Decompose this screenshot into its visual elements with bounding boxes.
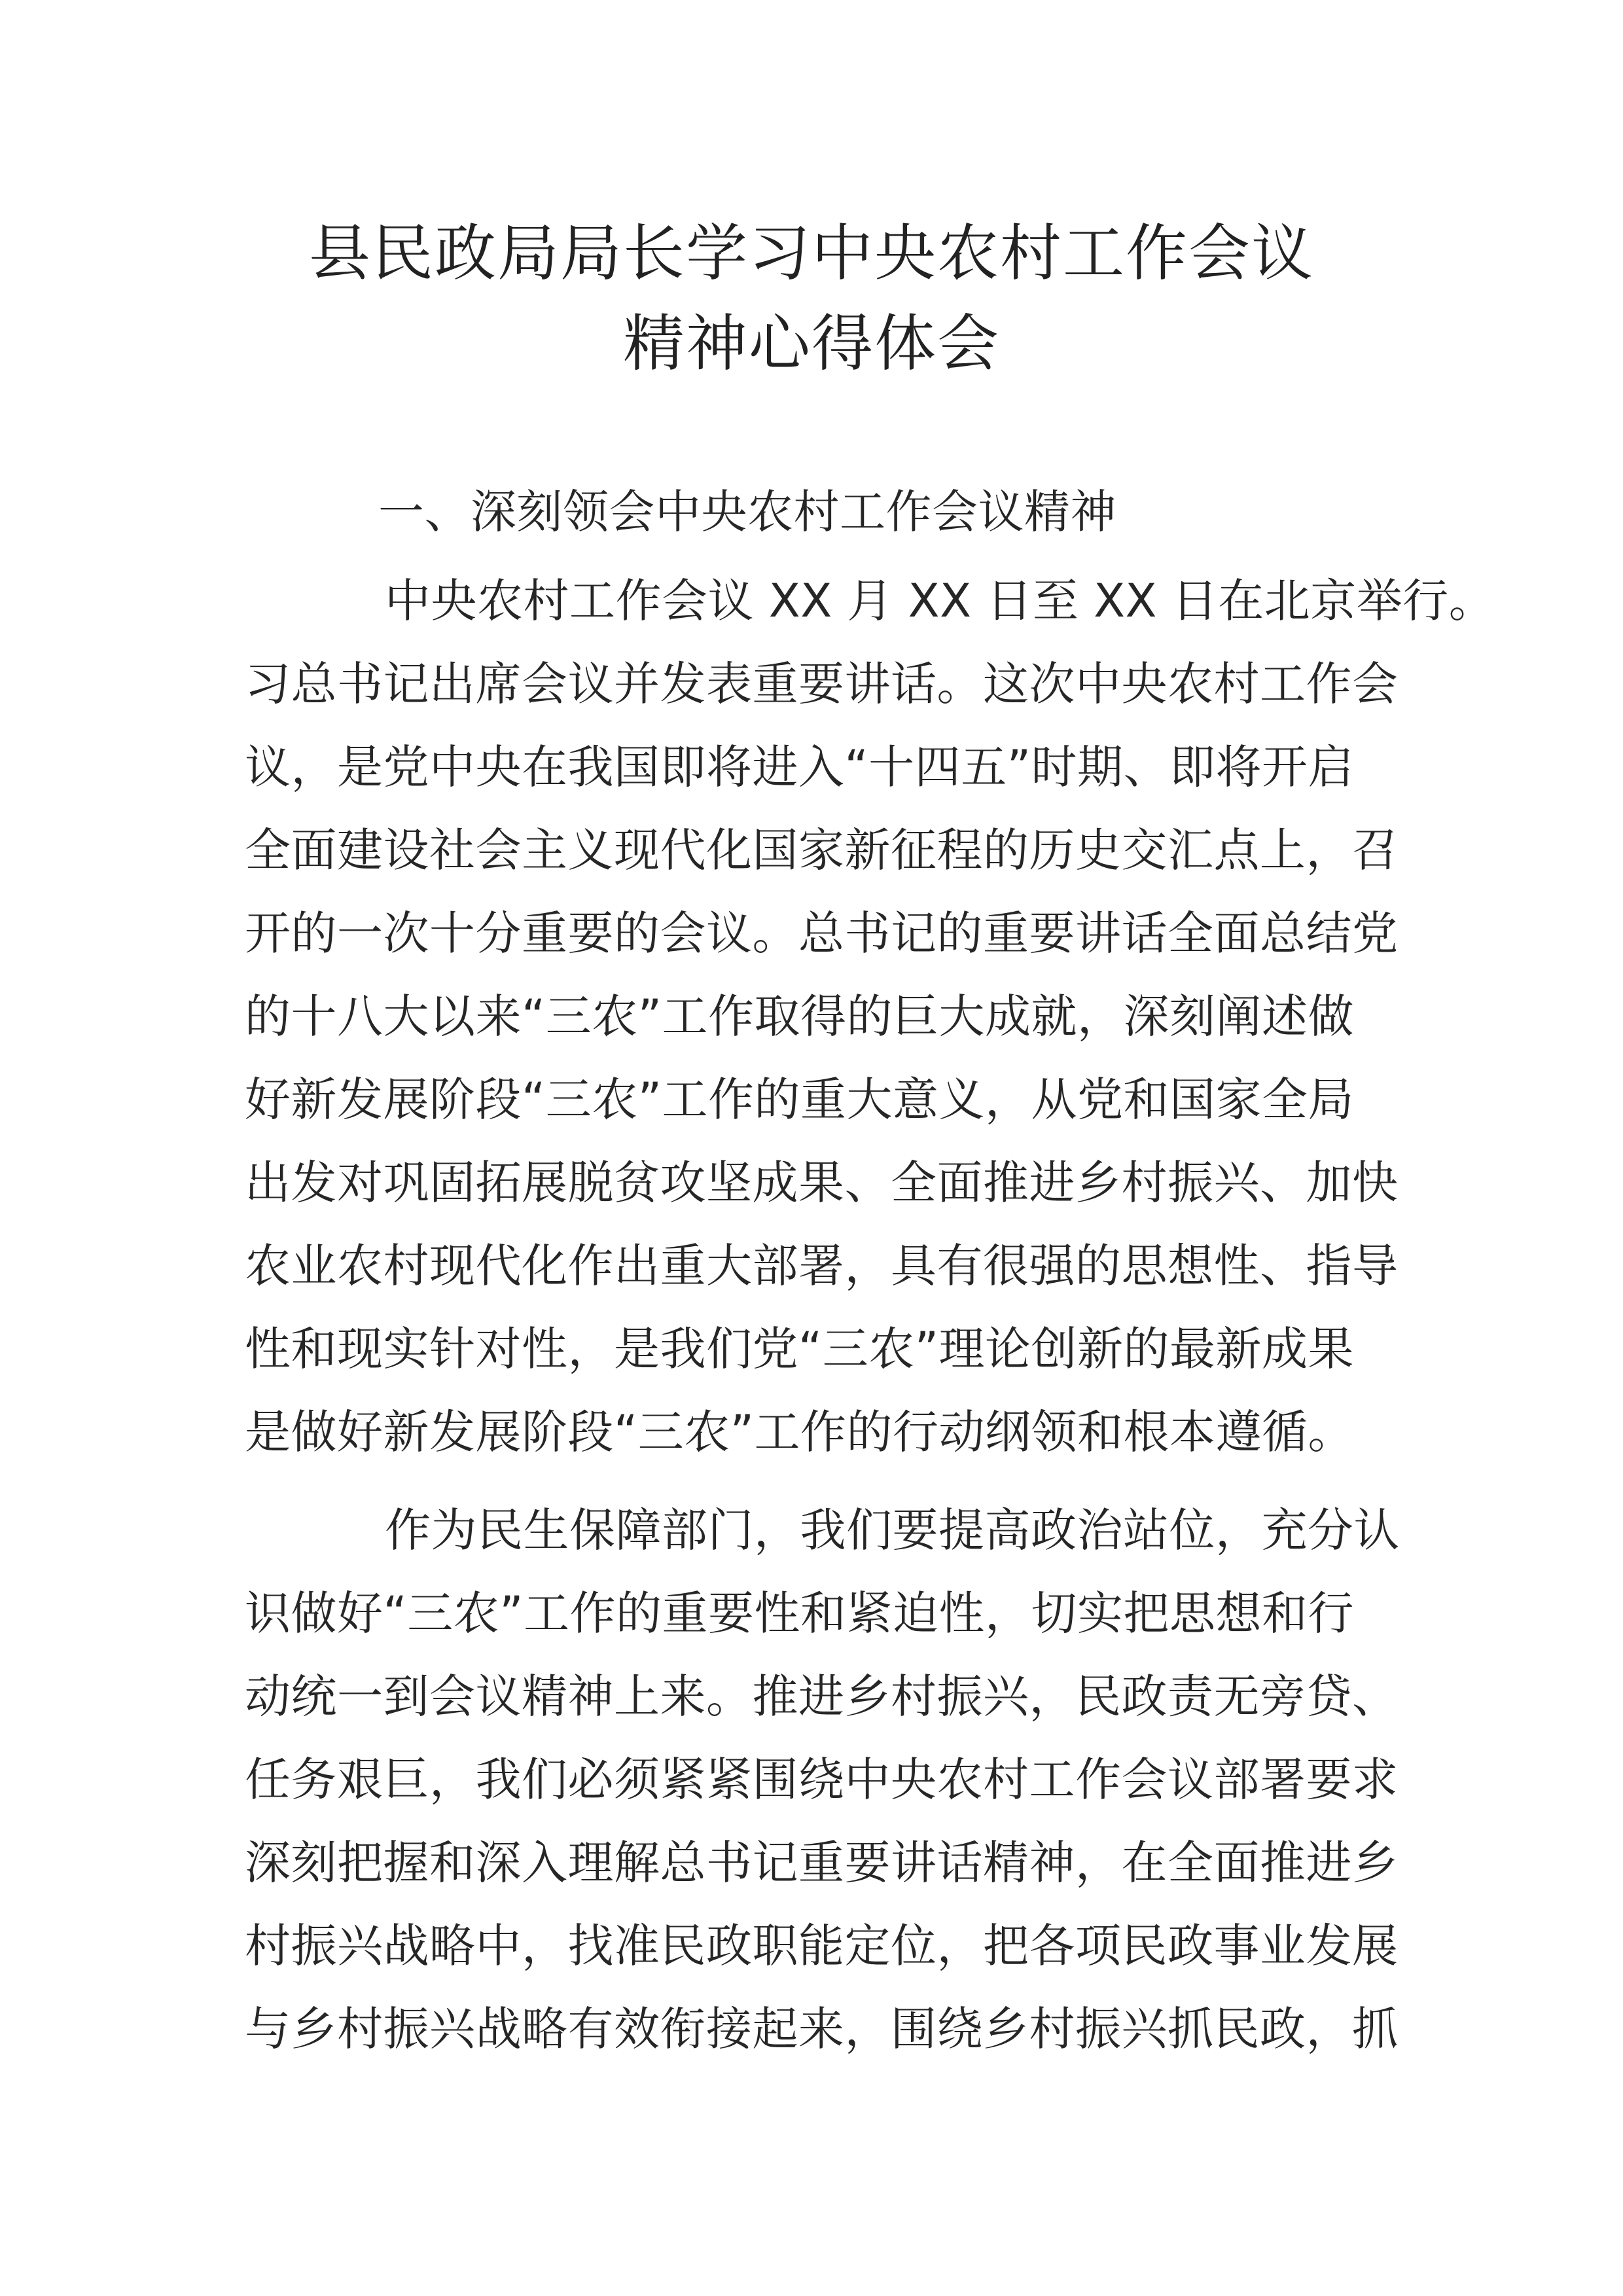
paragraph-line: 农业农村现代化作出重大部署，具有很强的思想性、指导: [245, 1239, 1399, 1293]
paragraph-line: 出发对巩固拓展脱贫攻坚成果、全面推进乡村振兴、加快: [245, 1156, 1399, 1210]
paragraph-line: 任务艰巨，我们必须紧紧围绕中央农村工作会议部署要求: [245, 1753, 1399, 1806]
paragraph-line: 性和现实针对性，是我们党“三农”理论创新的最新成果: [245, 1322, 1355, 1376]
paragraph-line: 识做好“三农”工作的重要性和紧迫性，切实把思想和行: [245, 1587, 1355, 1640]
section-heading: 一、深刻领会中央农村工作会议精神: [378, 485, 1116, 539]
paragraph-line: 的十八大以来“三农”工作取得的巨大成就，深刻阐述做: [245, 990, 1355, 1043]
paragraph-line: 动统一到会议精神上来。推进乡村振兴，民政责无旁贷、: [245, 1670, 1399, 1723]
paragraph-line: 是做好新发展阶段“三农”工作的行动纲领和根本遵循。: [245, 1405, 1355, 1459]
paragraph-line: 议，是党中央在我国即将进入“十四五”时期、即将开启: [245, 740, 1355, 794]
paragraph-line: 开的一次十分重要的会议。总书记的重要讲话全面总结党: [245, 906, 1399, 960]
paragraph-line: 深刻把握和深入理解总书记重要讲话精神，在全面推进乡: [245, 1836, 1399, 1890]
document-title-line-2: 精神心得体会: [622, 308, 1000, 380]
paragraph-line: 好新发展阶段“三农”工作的重大意义，从党和国家全局: [245, 1073, 1355, 1126]
paragraph-line: 村振兴战略中，找准民政职能定位，把各项民政事业发展: [245, 1919, 1399, 1973]
document-title-line-1: 县民政局局长学习中央农村工作会议: [308, 218, 1314, 289]
paragraph-line: 全面建设社会主义现代化国家新征程的历史交汇点上，召: [245, 823, 1399, 877]
paragraph-line: 与乡村振兴战略有效衔接起来，围绕乡村振兴抓民政，抓: [245, 2002, 1399, 2056]
paragraph-line: 作为民生保障部门，我们要提高政治站位，充分认: [385, 1503, 1400, 1557]
paragraph-line: 习总书记出席会议并发表重要讲话。这次中央农村工作会: [245, 657, 1399, 711]
paragraph-line: 中央农村工作会议 XX 月 XX 日至 XX 日在北京举行。: [385, 574, 1495, 628]
